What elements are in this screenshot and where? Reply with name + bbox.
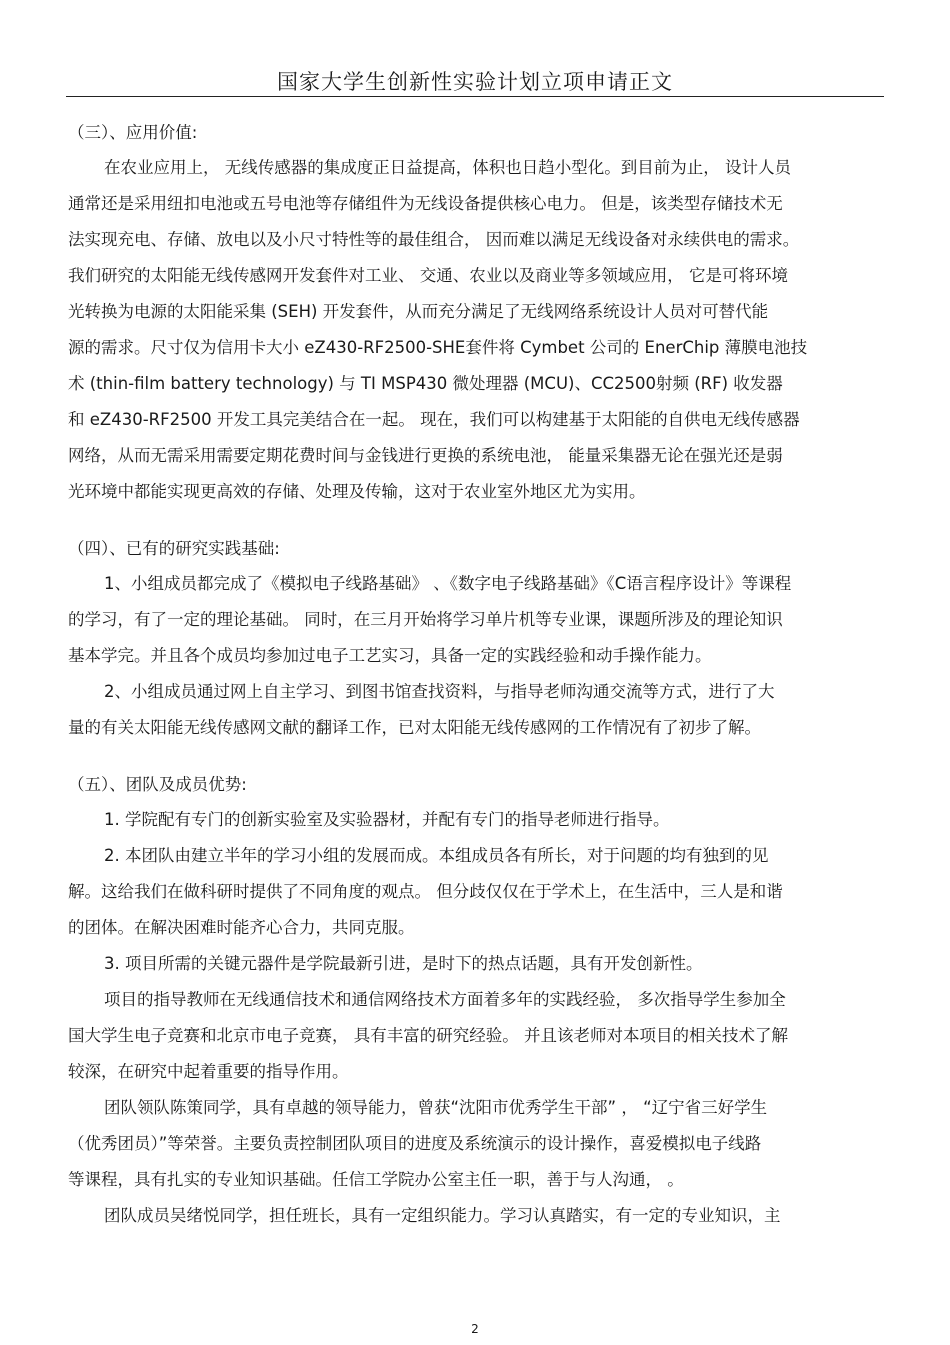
header-divider — [66, 96, 884, 97]
paragraph-line: 团队领队陈策同学，具有卓越的领导能力，曾获“沈阳市优秀学生干部” ， “辽宁省三好学生 — [104, 1098, 768, 1117]
paragraph-line: 量的有关太阳能无线传感网文献的翻译工作，已对太阳能无线传感网的工作情况有了初步了解。 — [68, 718, 761, 737]
paragraph-line: （优秀团员）”等荣誉。主要负责控制团队项目的进度及系统演示的设计操作，喜爱模拟电子线路 — [68, 1134, 762, 1153]
paragraph-line: 术 (thin-film battery technology) 与 TI MSP430 微处理器 (MCU)、CC2500射频 (RF) 收发器 — [68, 374, 783, 393]
paragraph-line: 3. 项目所需的关键元器件是学院最新引进，是时下的热点话题，具有开发创新性。 — [104, 954, 703, 973]
paragraph-line: 2. 本团队由建立半年的学习小组的发展而成。本组成员各有所长，对于问题的均有独到的见 — [104, 846, 769, 865]
page-number: 2 — [471, 1322, 479, 1336]
paragraph-line: 光环境中都能实现更高效的存储、处理及传输，这对于农业室外地区尤为实用。 — [68, 482, 646, 501]
paragraph-line: 我们研究的太阳能无线传感网开发套件对工业、 交通、农业以及商业等多领域应用， 它是可将环境 — [68, 266, 788, 285]
paragraph-line: 的团体。在解决困难时能齐心合力，共同克服。 — [68, 918, 415, 937]
paragraph-line: 基本学完。并且各个成员均参加过电子工艺实习，具备一定的实践经验和动手操作能力。 — [68, 646, 712, 665]
section-application-value — [68, 116, 880, 510]
paragraph-line: 1、小组成员都完成了《模拟电子线路基础》 、《数字电子线路基础》《C语言程序设计》等课程 — [104, 574, 792, 593]
paragraph-line: 2、小组成员通过网上自主学习、到图书馆查找资料，与指导老师沟通交流等方式，进行了大 — [104, 682, 775, 701]
document-body — [68, 116, 880, 1234]
paragraph-line: 1. 学院配有专门的创新实验室及实验器材，并配有专门的指导老师进行指导。 — [104, 810, 670, 829]
paragraph-line: 较深，在研究中起着重要的指导作用。 — [68, 1062, 349, 1081]
paragraph-line: 和 eZ430-RF2500 开发工具完美结合在一起。 现在，我们可以构建基于太阳能的自供电无线传感器 — [68, 410, 800, 429]
paragraph-line: 法实现充电、存储、放电以及小尺寸特性等的最佳组合， 因而难以满足无线设备对永续供电的需求。 — [68, 230, 800, 249]
section-heading: （四）、已有的研究实践基础: — [68, 539, 280, 558]
section-spacer — [68, 746, 880, 768]
paragraph-line: 网络，从而无需采用需要定期花费时间与金钱进行更换的系统电池， 能量采集器无论在强光还是弱 — [68, 446, 783, 465]
paragraph-line: 等课程，具有扎实的专业知识基础。任信工学院办公室主任一职，善于与人沟通， 。 — [68, 1170, 684, 1189]
paragraph-line: 在农业应用上， 无线传感器的集成度正日益提高，体积也日趋小型化。到目前为止， 设计人员 — [104, 158, 791, 177]
paragraph-line: 项目的指导教师在无线通信技术和通信网络技术方面着多年的实践经验， 多次指导学生参加全 — [104, 990, 786, 1009]
paragraph-line: 源的需求。尺寸仅为信用卡大小 eZ430-RF2500-SHE套件将 Cymbet 公司的 EnerChip 薄膜电池技 — [68, 338, 808, 357]
section-spacer — [68, 510, 880, 532]
paragraph-line: 光转换为电源的太阳能采集 (SEH) 开发套件，从而充分满足了无线网络系统设计人员对可替代能 — [68, 302, 769, 321]
paragraph-line: 团队成员吴绪悦同学，担任班长，具有一定组织能力。学习认真踏实，有一定的专业知识，主 — [104, 1206, 781, 1225]
section-heading: （五）、团队及成员优势: — [68, 775, 247, 794]
paragraph-line: 国大学生电子竞赛和北京市电子竞赛， 具有丰富的研究经验。 并且该老师对本项目的相关技术了解 — [68, 1026, 788, 1045]
page-header-title: 国家大学生创新性实验计划立项申请正文 — [277, 70, 673, 94]
paragraph-line: 的学习，有了一定的理论基础。 同时，在三月开始将学习单片机等专业课，课题所涉及的理论知识 — [68, 610, 783, 629]
paragraph-line: 通常还是采用纽扣电池或五号电池等存储组件为无线设备提供核心电力。 但是，该类型存储技术无 — [68, 194, 783, 213]
section-heading: （三）、应用价值: — [68, 123, 198, 142]
section-research-foundation — [68, 532, 880, 746]
paragraph-line: 解。这给我们在做科研时提供了不同角度的观点。 但分歧仅仅在于学术上，在生活中，三人是和谐 — [68, 882, 783, 901]
section-team-advantages — [68, 768, 880, 1234]
